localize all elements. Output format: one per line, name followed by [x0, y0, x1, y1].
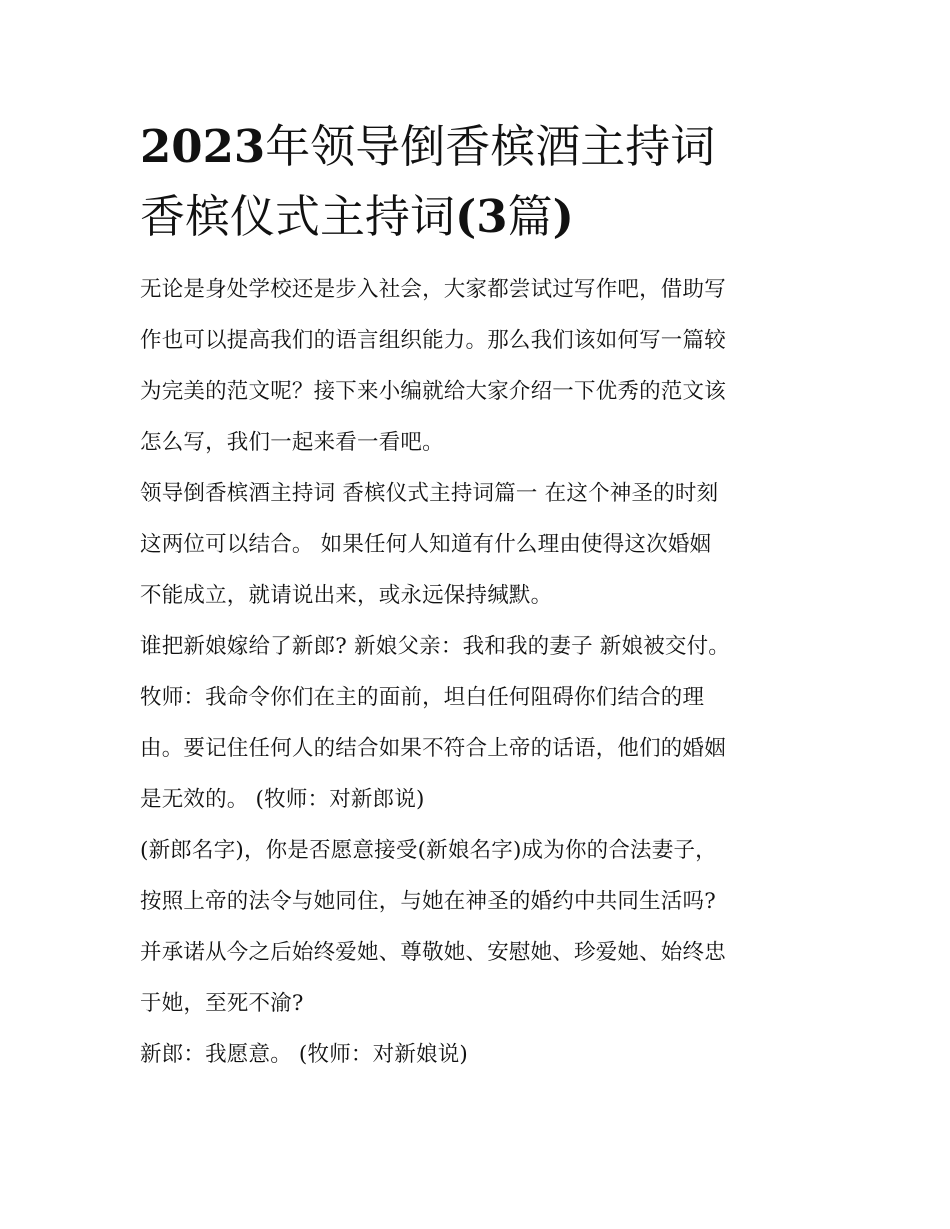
- paragraph-vow-groom: [140, 825, 820, 1029]
- title-line-1: [140, 112, 820, 182]
- title-line-1-text: 年领导倒香槟酒主持词: [265, 120, 716, 173]
- title-line-2: [140, 182, 820, 252]
- text-line: 领导倒香槟酒主持词 香槟仪式主持词篇一 在这个神圣的时刻: [140, 481, 719, 506]
- text-line: 这两位可以结合。 如果任何人知道有什么理由使得这次婚姻: [140, 532, 712, 557]
- text-line: 怎么写，我们一起来看一看吧。: [140, 430, 444, 455]
- text-line: 不能成立，就请说出来，或永远保持缄默。: [140, 583, 553, 608]
- title-year: 2023: [140, 120, 266, 173]
- text-line: 牧师：我命令你们在主的面前，坦白任何阻碍你们结合的理: [140, 685, 705, 710]
- title-line-2-close: ): [552, 190, 574, 243]
- paragraph-pastor: [140, 672, 820, 825]
- paragraph-intro: [140, 264, 820, 468]
- text-line: 按照上帝的法令与她同住，与她在神圣的婚约中共同生活吗?: [140, 889, 716, 914]
- text-line: 是无效的。 (牧师：对新郎说): [140, 787, 425, 812]
- text-line: 由。要记住任何人的结合如果不符合上帝的话语，他们的婚姻: [140, 736, 726, 761]
- text-line: 作也可以提高我们的语言组织能力。那么我们该如何写一篇较: [140, 328, 726, 353]
- text-line: 谁把新娘嫁给了新郎? 新娘父亲：我和我的妻子 新娘被交付。: [140, 634, 730, 659]
- document-body: [140, 264, 820, 1080]
- text-line: 无论是身处学校还是步入社会，大家都尝试过写作吧，借助写: [140, 277, 726, 302]
- paragraph-question: [140, 621, 820, 672]
- text-line: 新郎：我愿意。 (牧师：对新娘说): [140, 1042, 469, 1067]
- text-line: 为完美的范文呢？接下来小编就给大家介绍一下优秀的范文该: [140, 379, 726, 404]
- document-page: [140, 112, 820, 1080]
- paragraph-section-one: [140, 468, 820, 621]
- title-line-2-text-a: 香槟仪式主持词: [140, 190, 456, 243]
- title-line-2-count: (3: [455, 190, 508, 243]
- text-line: 并承诺从今之后始终爱她、尊敬她、安慰她、珍爱她、始终忠: [140, 940, 726, 965]
- text-line: 于她，至死不渝?: [140, 991, 304, 1016]
- paragraph-groom-answer: [140, 1029, 820, 1080]
- text-line: (新郎名字)，你是否愿意接受(新娘名字)成为你的合法妻子，: [140, 838, 717, 863]
- title-line-2-text-b: 篇: [507, 190, 553, 243]
